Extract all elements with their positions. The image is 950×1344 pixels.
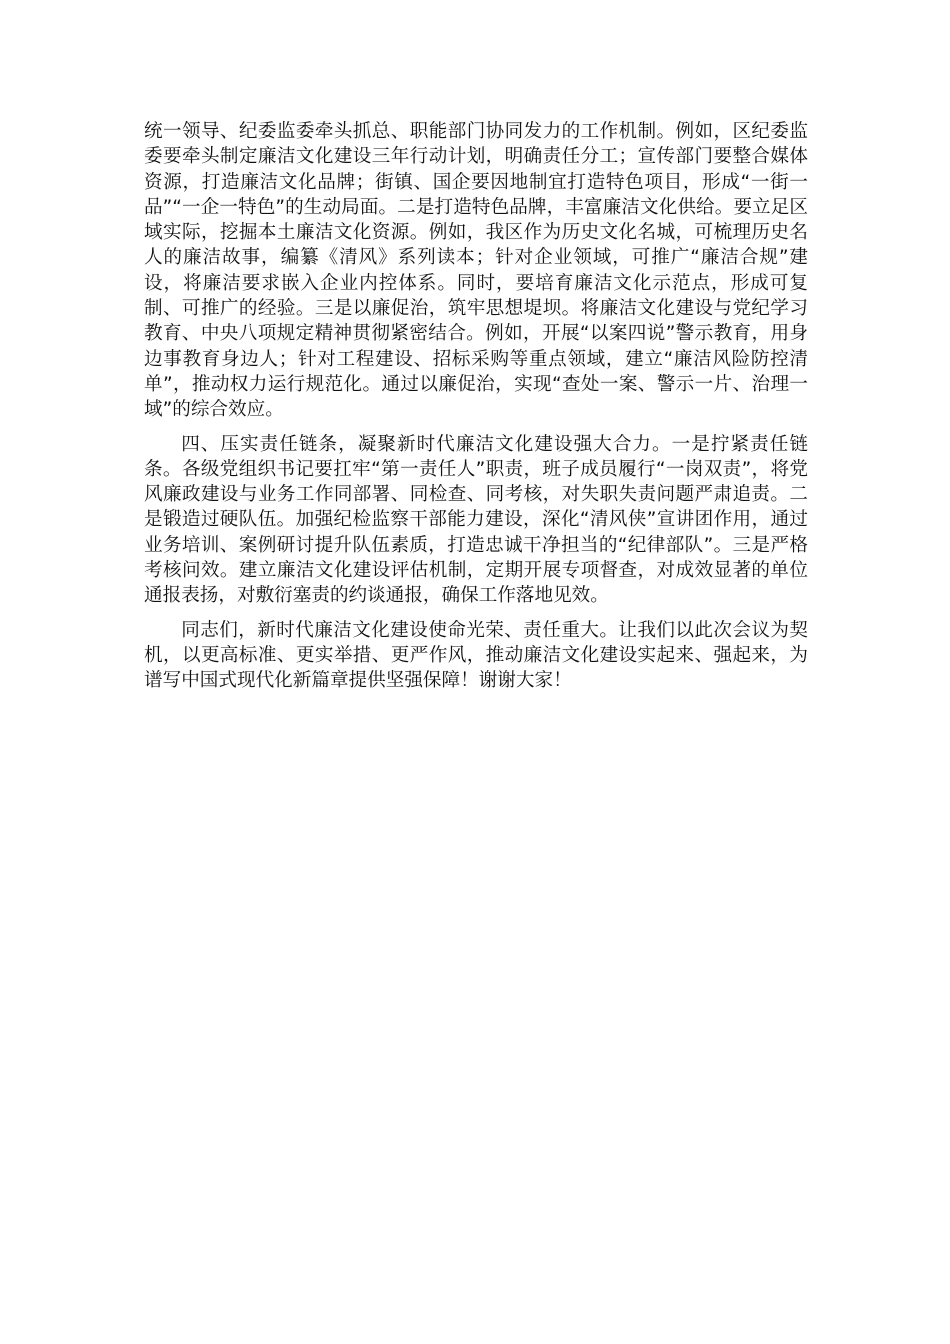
paragraph-continuation: 统一领导、纪委监委牵头抓总、职能部门协同发力的工作机制。例如，区纪委监委要牵头制定廉洁文化建设三年行动计划，明确责任分工；宣传部门要整合媒体资源，打造廉洁文化品牌；街镇、国企要因地制宜打造特色项目，形成“一街一品”“一企一特色”的生动局面。二是打造特色品牌，丰富廉洁文化供给。要立足区域实际，挖掘本土廉洁文化资源。例如，我区作为历史文化名城，可梳理历史名人的廉洁故事，编纂《清风》系列读本；针对企业领域，可推广“廉洁合规”建设，将廉洁要求嵌入企业内控体系。同时，要培育廉洁文化示范点，形成可复制、可推广的经验。三是以廉促治，筑牢思想堤坝。将廉洁文化建设与党纪学习教育、中央八项规定精神贯彻紧密结合。例如，开展“以案四说”警示教育，用身边事教育身边人；针对工程建设、招标采购等重点领域，建立“廉洁风险防控清单”，推动权力运行规范化。通过以廉促治，实现“查处一案、警示一片、治理一域”的综合效应。 <box>144 121 808 421</box>
paragraph-closing: 同志们，新时代廉洁文化建设使命光荣、责任重大。让我们以此次会议为契机，以更高标准、更实举措、更严作风，推动廉洁文化建设实起来、强起来，为谱写中国式现代化新篇章提供坚强保障！谢谢大家！ <box>144 619 808 692</box>
paragraph-section-four: 四、压实责任链条，凝聚新时代廉洁文化建设强大合力。一是拧紧责任链条。各级党组织书记要扛牢“第一责任人”职责，班子成员履行“一岗双责”，将党风廉政建设与业务工作同部署、同检查、同考核，对失职失责问题严肃追责。二是锻造过硬队伍。加强纪检监察干部能力建设，深化“清风侠”宣讲团作用，通过业务培训、案例研讨提升队伍素质，打造忠诚干净担当的“纪律部队”。三是严格考核问效。建立廉洁文化建设评估机制，定期开展专项督查，对成效显著的单位通报表扬，对敷衍塞责的约谈通报，确保工作落地见效。 <box>144 433 808 607</box>
document-body <box>144 119 808 694</box>
